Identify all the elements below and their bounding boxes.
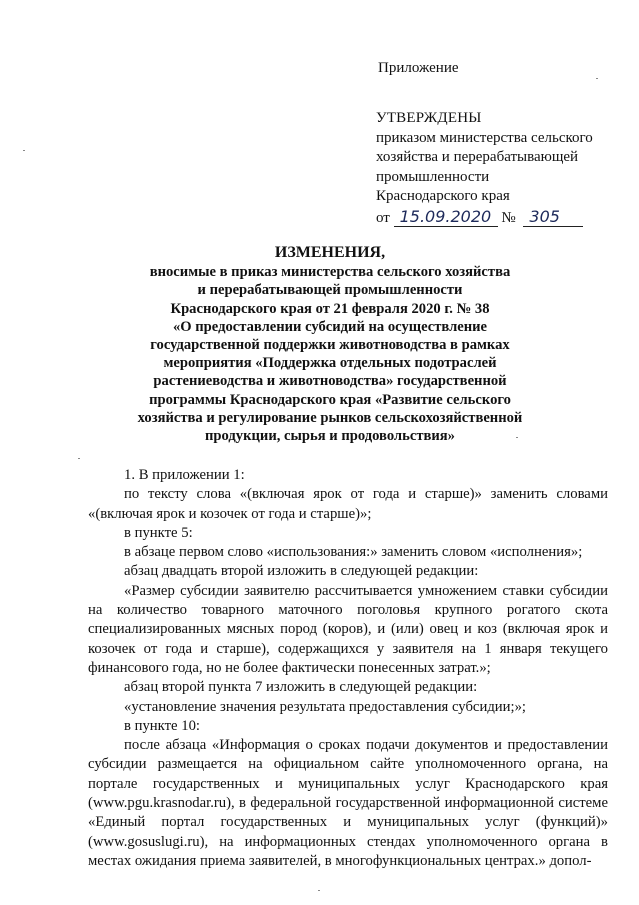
- approval-line: промышленности: [376, 168, 490, 185]
- title-line: программы Краснодарского края «Развитие сельского: [149, 391, 511, 408]
- body-paragraph: «установление значения результата предоставления субсидии;»;: [124, 698, 527, 715]
- approved-title: УТВЕРЖДЕНЫ: [376, 110, 482, 126]
- title-line: растениеводства и животноводства» государственной: [153, 373, 507, 390]
- appendix-label: Приложение: [378, 60, 459, 76]
- body-paragraph: 1. В приложении 1:: [124, 467, 245, 483]
- body-paragraph: по тексту слова «(включая ярок от года и старше)» заменить словами «(включая ярок и козочек от года и старше)»;: [88, 486, 608, 522]
- date-prefix: от: [376, 209, 390, 226]
- body-paragraph: абзац двадцать второй изложить в следующей редакции:: [124, 563, 479, 580]
- body-paragraph: абзац второй пункта 7 изложить в следующей редакции:: [124, 679, 478, 696]
- approval-block: [376, 109, 626, 228]
- title-line: продукции, сырья и продовольствия»: [205, 428, 455, 445]
- body-paragraph: в пункте 10:: [124, 717, 200, 734]
- handwritten-date: 15.09.2020: [394, 207, 498, 228]
- title-line: и перерабатывающей промышленности: [197, 282, 463, 299]
- date-number-line: [376, 207, 626, 229]
- body-text: [88, 466, 608, 871]
- scan-speck: [23, 150, 25, 151]
- title-line: мероприятия «Поддержка отдельных подотраслей: [163, 355, 497, 372]
- title-line: Краснодарского края от 21 февраля 2020 г. № 38: [170, 300, 490, 317]
- title-line: государственной поддержки животноводства в рамках: [150, 337, 510, 354]
- approval-line: Краснодарского края: [376, 188, 510, 204]
- scan-speck: [596, 78, 598, 79]
- body-paragraph: «Размер субсидии заявителю рассчитывается умножением ставки субсидии на количество товарного маточного поголовья крупного рогатого скота специализированных мясных пород (коров), и (или) овец и коз (включая ярок и козочек от года и старше), содержащихся у заявителя на 1 января текущего финансового года, но не более фактически понесенных затрат.»;: [88, 582, 608, 676]
- handwritten-number: 305: [523, 207, 583, 228]
- approval-line: хозяйства и перерабатывающей: [376, 149, 579, 165]
- approval-line: приказом министерства сельского: [376, 129, 593, 146]
- body-paragraph: в абзаце первом слово «использования:» заменить словом «исполнения»;: [124, 544, 583, 561]
- body-paragraph: после абзаца «Информация о сроках подачи документов и предоставлении субсидии размещается на официальном сайте уполномоченного органа, на портале государственных и муниципальных услуг Краснодарского края (www.pgu.krasnodar.ru), в федеральной государственной информационной системе «Единый портал государственных и муниципальных услуг (функций)» (www.gosuslugi.ru), на информационных стендах уполномоченного органа в местах ожидания приема заявителей, в многофункциональных центрах.» допол-: [88, 737, 608, 869]
- number-prefix: №: [501, 209, 516, 226]
- title-line: «О предоставлении субсидий на осуществление: [172, 318, 488, 335]
- title-main: ИЗМЕНЕНИЯ,: [274, 244, 386, 261]
- body-paragraph: в пункте 5:: [124, 524, 193, 541]
- title-line: вносимые в приказ министерства сельского хозяйства: [149, 264, 511, 281]
- title-line: хозяйства и регулирование рынков сельскохозяйственной: [137, 409, 523, 426]
- document-title: [110, 244, 550, 445]
- scan-speck: [318, 890, 320, 891]
- scan-speck: [78, 458, 80, 459]
- scan-speck: [516, 437, 518, 438]
